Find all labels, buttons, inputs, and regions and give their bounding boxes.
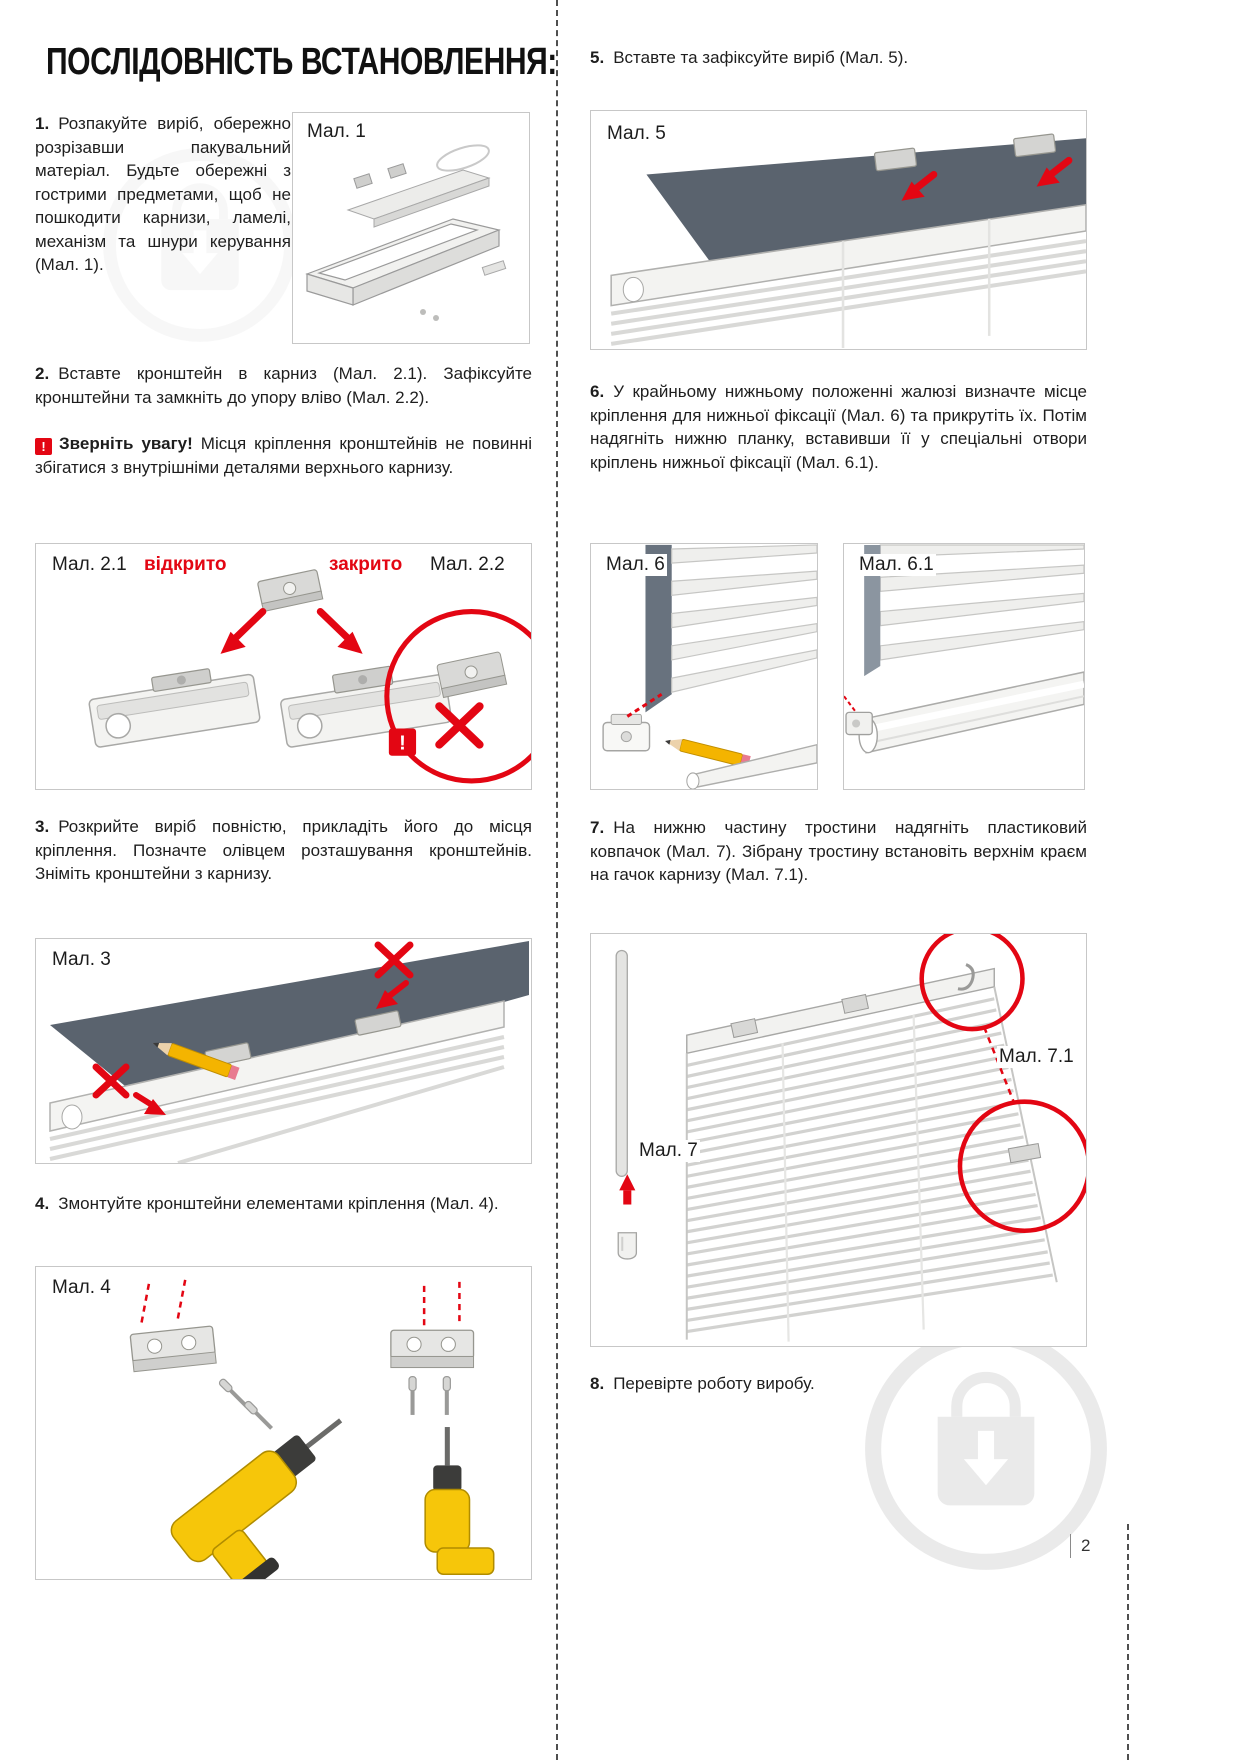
step-8-number: 8. xyxy=(590,1374,605,1393)
warning-bold: Зверніть увагу! xyxy=(59,434,193,453)
mounting-illustration xyxy=(591,111,1086,349)
figure-7-label: Мал. 7 xyxy=(639,1140,698,1161)
step-8-text: 8. Перевірте роботу виробу. xyxy=(590,1374,815,1393)
figure-3-label: Мал. 3 xyxy=(52,949,111,970)
bracket-part xyxy=(257,569,322,611)
bracket-mounting-illustration xyxy=(36,544,531,789)
pencil-icon xyxy=(664,735,751,768)
figure-7-1-label: Мал. 7.1 xyxy=(999,1046,1074,1067)
arrow-down-right-icon xyxy=(320,612,362,654)
plastic-cap xyxy=(618,1233,636,1259)
bottom-rail xyxy=(866,672,1084,753)
tilt-wand xyxy=(616,950,627,1176)
arrow-up-icon xyxy=(619,1174,635,1204)
step-3-text: 3. Розкрийте виріб повністю, прикладіть його до місця кріплення. Позначте олівцем розташування кронштейнів. Зніміть кронштейни з карнизу. xyxy=(35,817,532,883)
bottom-rail-illustration xyxy=(844,544,1084,789)
step-2-warning: ! Зверніть увагу! Місця кріплення кронштейнів не повинні збігатися з внутрішніми деталями верхнього карнизу. xyxy=(35,434,532,477)
drill-icon xyxy=(425,1427,494,1574)
step-6-number: 6. xyxy=(590,382,605,401)
figure-6 xyxy=(590,543,818,790)
figure-2 xyxy=(35,543,532,790)
column-divider xyxy=(556,0,558,1760)
rail-end-open xyxy=(87,662,261,748)
bracket-part xyxy=(391,1330,474,1367)
figure-5-label: Мал. 5 xyxy=(607,123,666,144)
page-number: 2 xyxy=(1070,1534,1090,1558)
warning-icon: ! xyxy=(35,438,52,455)
step-7-text: 7. На нижню частину тростини надягніть пластиковий ковпачок (Мал. 7). Зібрану тростину встановіть верхнім краєм на гачок карнизу (Мал. 7.1). xyxy=(590,818,1087,884)
arrow-down-left-icon xyxy=(220,612,262,654)
figure-6-1 xyxy=(843,543,1085,790)
bracket-wrong-position xyxy=(437,652,507,698)
step-1-text: 1. Розпакуйте виріб, обережно розрізавши пакувальний матеріал. Будьте обережні з гострими предметами, щоб не пошкодити карнизи, ламелі, механізм та шнури керування (Мал. 1). xyxy=(35,114,291,274)
slats xyxy=(672,545,817,692)
page-title: ПОСЛІДОВНІСТЬ ВСТАНОВЛЕННЯ: xyxy=(46,40,557,83)
step-1-number: 1. xyxy=(35,114,50,133)
closed-label: закрито xyxy=(329,554,403,575)
right-edge-divider xyxy=(1127,1524,1129,1760)
step-3-number: 3. xyxy=(35,817,50,836)
guide-dash xyxy=(844,696,856,712)
step-2-number: 2. xyxy=(35,364,50,383)
figure-5 xyxy=(590,110,1087,350)
figure-1 xyxy=(292,112,530,344)
rail-end-closed xyxy=(278,658,452,748)
bottom-fixation-illustration xyxy=(591,544,817,789)
figure-2-1-label: Мал. 2.1 xyxy=(52,554,127,575)
step-7-number: 7. xyxy=(590,818,605,837)
figure-4-label: Мал. 4 xyxy=(52,1277,111,1298)
main-rail xyxy=(307,219,499,305)
figure-3 xyxy=(35,938,532,1164)
step-5-text: 5. Вставте та зафіксуйте виріб (Мал. 5). xyxy=(590,48,909,67)
headrail xyxy=(687,969,994,1054)
bracket-part xyxy=(130,1326,216,1372)
guide-dashes xyxy=(141,1280,460,1328)
headrail-exploded-illustration xyxy=(293,113,529,343)
step-4-text: 4. Змонтуйте кронштейни елементами кріплення (Мал. 4). xyxy=(35,1194,499,1213)
open-label: відкрито xyxy=(144,554,227,575)
figure-6-label: Мал. 6 xyxy=(606,554,665,575)
drill-icon xyxy=(167,1403,390,1579)
fixation-bracket xyxy=(846,712,872,734)
figure-1-label: Мал. 1 xyxy=(307,121,366,142)
figure-4 xyxy=(35,1266,532,1580)
step-6-text: 6. У крайньому нижньому положенні жалюзі визначте місце кріплення для нижньої фіксації (Мал. 6) та прикрутіть їх. Потім надягніть нижню планку, вставивши її у спеціальні отвори кріплень нижньої фіксації (Мал. 6.1). xyxy=(590,382,1087,472)
drilling-illustration xyxy=(36,1267,531,1579)
marking-illustration xyxy=(36,939,531,1163)
figure-6-1-label: Мал. 6.1 xyxy=(859,554,934,575)
alert-exclamation: ! xyxy=(399,732,406,755)
fixation-bracket xyxy=(603,714,649,750)
step-2-text: 2. Вставте кронштейн в карниз (Мал. 2.1). Зафіксуйте кронштейни та замкніть до упору вліво (Мал. 2.2). xyxy=(35,364,532,407)
figure-2-2-label: Мал. 2.2 xyxy=(430,554,505,575)
step-5-number: 5. xyxy=(590,48,605,67)
step-4-number: 4. xyxy=(35,1194,50,1213)
red-x-icon xyxy=(439,706,479,744)
figure-7 xyxy=(590,933,1087,1347)
